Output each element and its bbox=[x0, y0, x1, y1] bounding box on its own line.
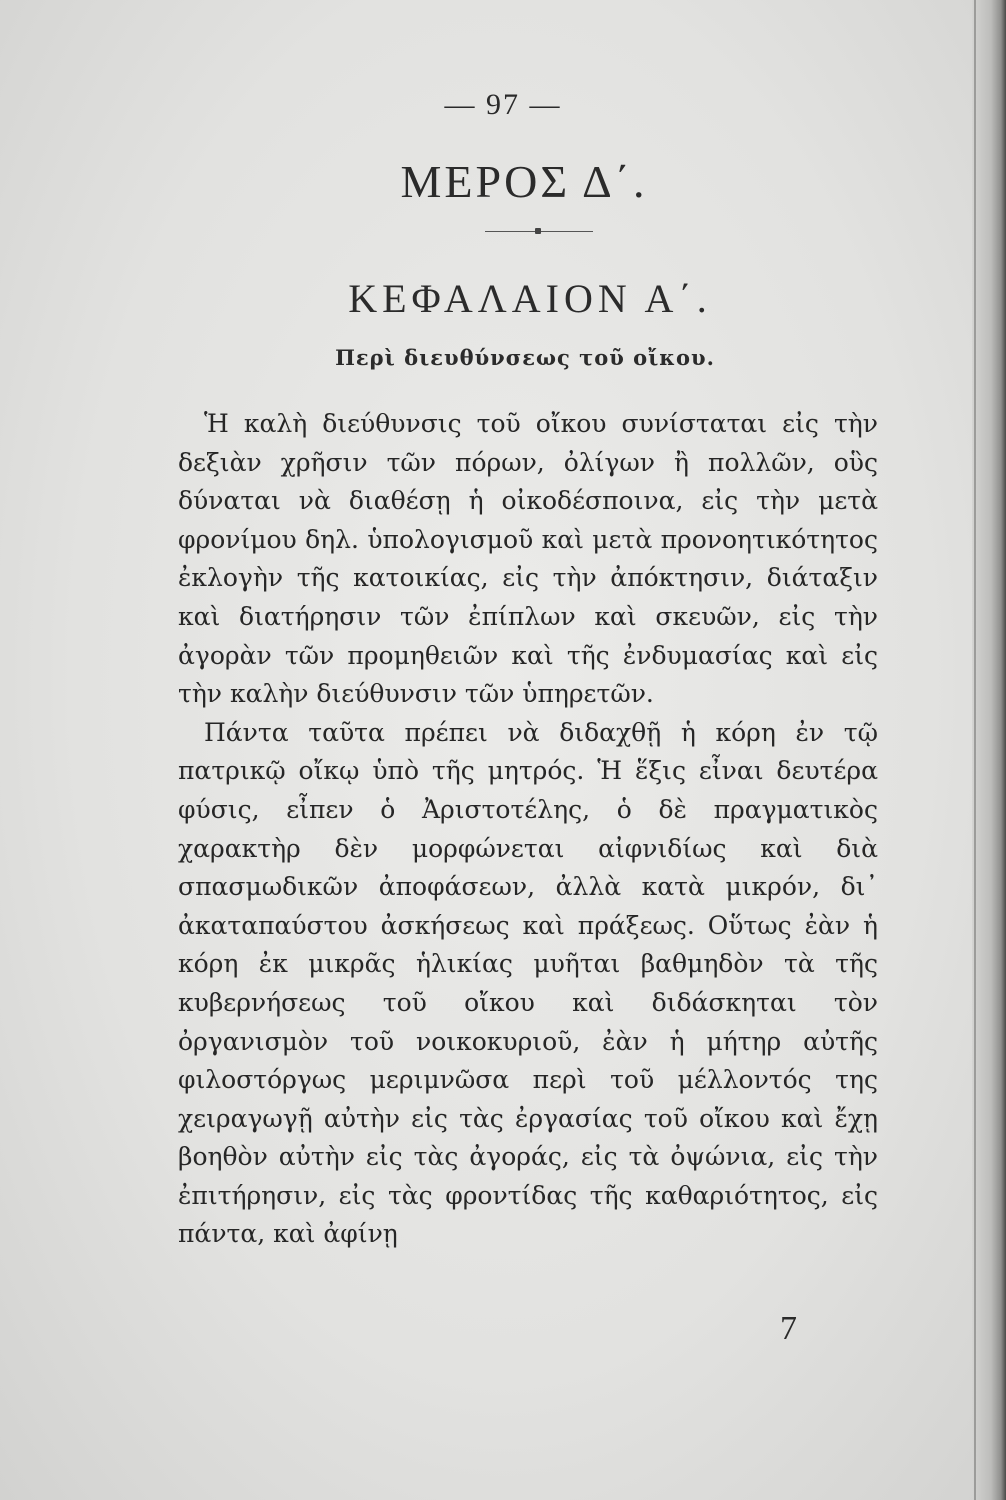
paragraph: Πάντα ταῦτα πρέπει νὰ διδαχθῇ ἡ κόρη ἐν τῷ πατρικῷ οἴκῳ ὑπὸ τῆς μητρός. Ἡ ἕξις εἶναι δευτέρα φύσις, εἶπεν ὁ Ἀριστοτέλης, ὁ δὲ πραγματικὸς χαρακτὴρ δὲν μορφώνεται αἰφνιδίως καὶ διὰ σπασμωδικῶν ἀποφάσεων, ἀλλὰ κατὰ μικρόν, δι᾽ ἀκαταπαύστου ἀσκήσεως καὶ πράξεως. Οὕτως ἐὰν ἡ κόρη ἐκ μικρᾶς ἡλικίας μυῆται βαθμηδὸν τὰ τῆς κυβερνήσεως τοῦ οἴκου καὶ διδάσκηται τὸν ὀργανισμὸν τοῦ νοικοκυριοῦ, ἐὰν ἡ μήτηρ αὐτῆς φιλοστόργως μεριμνῶσα περὶ τοῦ μέλλοντός της χειραγωγῇ αὐτὴν εἰς τὰς ἐργασίας τοῦ οἴκου καὶ ἔχῃ βοηθὸν αὐτὴν εἰς τὰς ἀγοράς, εἰς τὰ ὀψώνια, εἰς τὴν ἐπιτήρησιν, εἰς τὰς φροντίδας τῆς καθαριότητος, εἰς πάντα, καὶ ἀφίνῃ bbox=[178, 717, 878, 1249]
page-number: — 97 — bbox=[444, 88, 562, 121]
signature-mark: 7 bbox=[780, 1310, 797, 1347]
page-binding-edge bbox=[972, 0, 1006, 1500]
chapter-title: ΚΕΦΑΛΑΙΟΝ Α΄. bbox=[348, 276, 712, 321]
ornament-divider bbox=[485, 231, 593, 235]
ornament-dot-icon bbox=[535, 228, 541, 234]
body-text bbox=[178, 405, 878, 1254]
part-title: ΜΕΡΟΣ Δ΄. bbox=[400, 156, 648, 207]
section-title: Περὶ διευθύνσεως τοῦ οἴκου. bbox=[335, 345, 715, 370]
page-fold-line bbox=[974, 0, 976, 1500]
paragraph: Ἡ καλὴ διεύθυνσις τοῦ οἴκου συνίσταται εἰς τὴν δεξιὰν χρῆσιν τῶν πόρων, ὀλίγων ἢ πολλῶν, οὓς δύναται νὰ διαθέσῃ ἡ οἰκοδέσποινα, εἰς τὴν μετὰ φρονίμου δηλ. ὑπολογισμοῦ καὶ μετὰ προνοητικότητος ἐκλογὴν τῆς κατοικίας, εἰς τὴν ἀπόκτησιν, διάταξιν καὶ διατήρησιν τῶν ἐπίπλων καὶ σκευῶν, εἰς τὴν ἀγορὰν τῶν προμηθειῶν καὶ τῆς ἐνδυμασίας καὶ εἰς τὴν καλὴν διεύθυνσιν τῶν ὑπηρετῶν. bbox=[178, 409, 878, 709]
